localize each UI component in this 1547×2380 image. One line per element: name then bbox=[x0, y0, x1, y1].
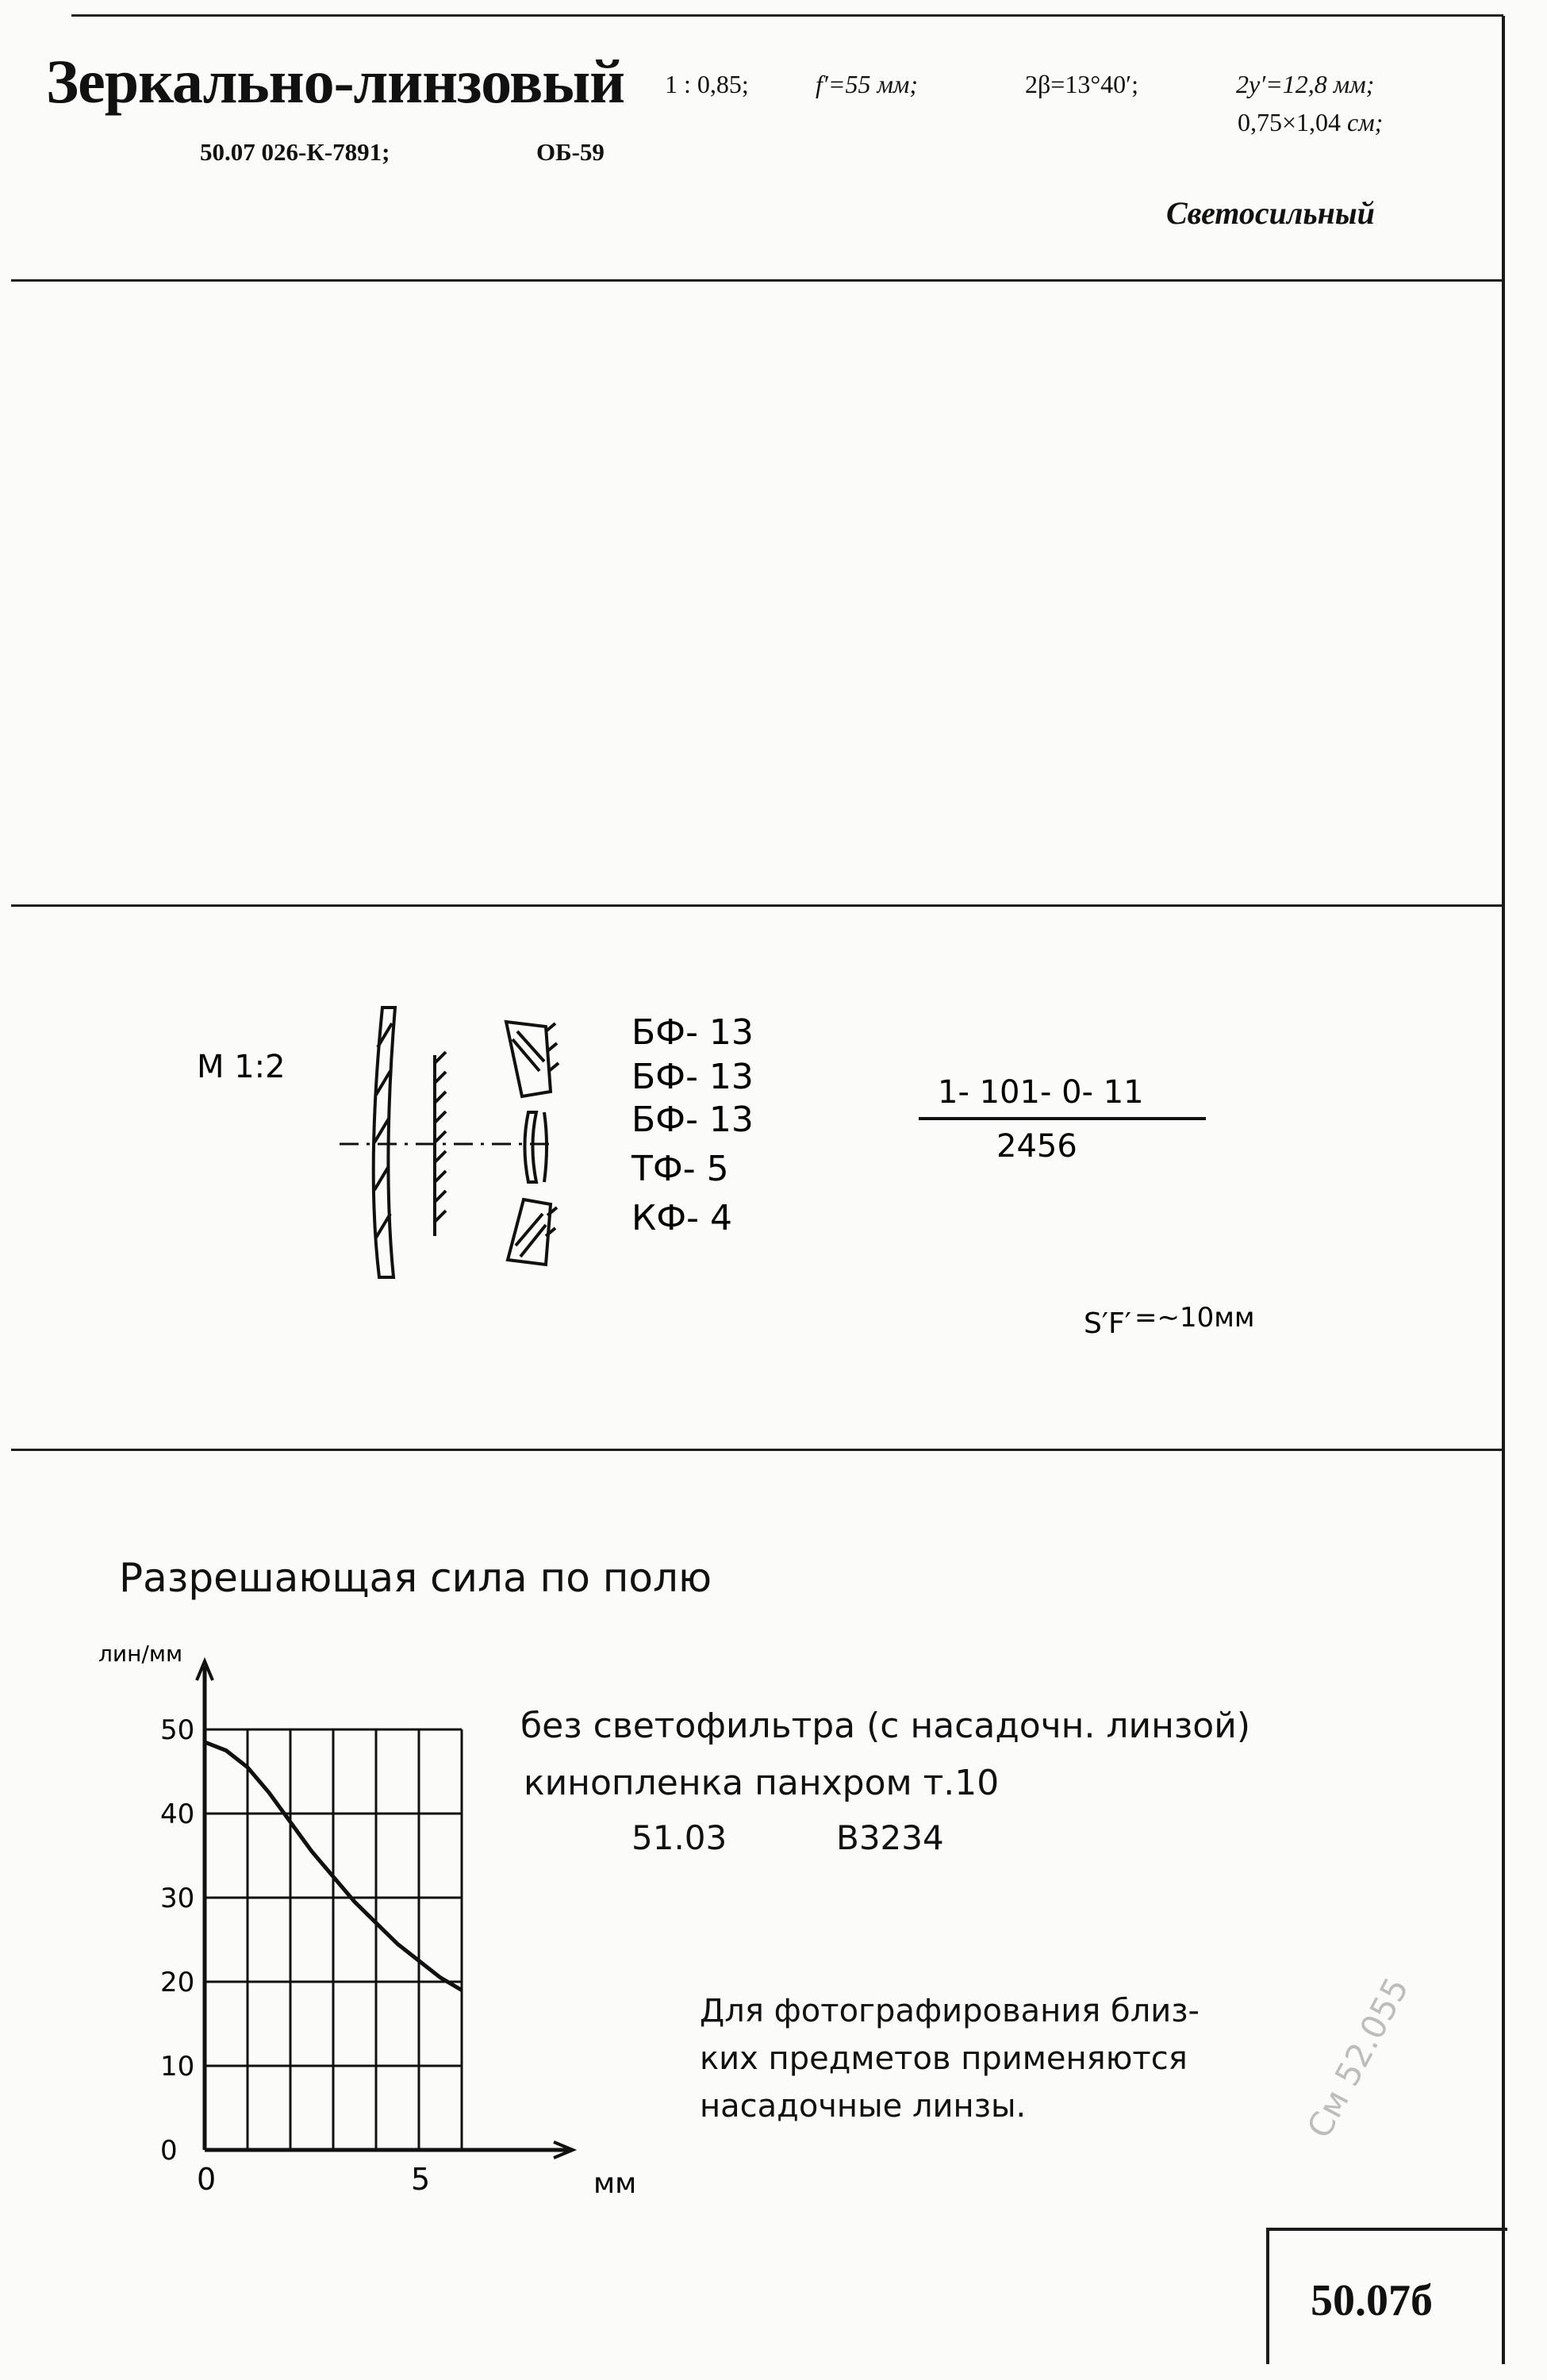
catalog-number: 50.07 026-К-7891; bbox=[200, 138, 390, 166]
note-line-1: Для фотографирования близ- bbox=[700, 1993, 1200, 2029]
focal-length: f′=55 мм; bbox=[816, 70, 918, 98]
chart-axes bbox=[197, 1661, 573, 2158]
y-tick-label: 40 bbox=[160, 1798, 195, 1830]
film-type: кинопленка панхром т.10 bbox=[524, 1763, 1000, 1803]
field-angle: 2β=13°40′; bbox=[1025, 70, 1139, 98]
rear-lens-group bbox=[506, 1022, 559, 1265]
y-tick-label: 30 bbox=[160, 1883, 195, 1914]
back-focus-label: S′F′ bbox=[1084, 1307, 1131, 1340]
corrector-lens bbox=[374, 1008, 395, 1277]
right-border bbox=[1502, 16, 1505, 2364]
chart-ticks bbox=[160, 1714, 430, 2197]
x-axis-label: мм bbox=[593, 2167, 637, 2200]
lens-category: Светосильный bbox=[1166, 195, 1375, 231]
glass-5: КФ- 4 bbox=[631, 1198, 732, 1238]
y-tick-label: 0 bbox=[160, 2135, 178, 2167]
glass-1: БФ- 13 bbox=[631, 1012, 754, 1053]
test-date: 51.03 bbox=[631, 1818, 727, 1857]
top-border bbox=[71, 14, 1503, 17]
resolution-chart bbox=[95, 1634, 637, 2205]
divider-header bbox=[11, 279, 1503, 282]
y-axis-label: лин/мм bbox=[98, 1641, 183, 1667]
sheet-number-box bbox=[1266, 2228, 1507, 2364]
aperture-ratio: 1 : 0,85; bbox=[665, 70, 749, 98]
y-tick-label: 10 bbox=[160, 2051, 195, 2082]
glass-3: БФ- 13 bbox=[631, 1100, 754, 1140]
y-tick-label: 50 bbox=[160, 1714, 195, 1746]
test-condition: без светофильтра (с насадочн. линзой) bbox=[520, 1706, 1250, 1746]
formula-denominator: 2456 bbox=[996, 1128, 1077, 1165]
image-diagonal: 2y′=12,8 мм; bbox=[1236, 70, 1375, 98]
y-tick-label: 20 bbox=[160, 1967, 195, 1998]
chart-grid bbox=[205, 1729, 462, 2150]
divider-chart bbox=[11, 1449, 1503, 1451]
frame-size: 0,75×1,04 см; bbox=[1238, 108, 1384, 136]
x-tick-label: 5 bbox=[411, 2162, 431, 2197]
lens-type-title: Зеркально-линзовый bbox=[46, 47, 625, 116]
scale-label: М 1:2 bbox=[197, 1049, 286, 1085]
resolution-title: Разрешающая сила по полю bbox=[119, 1555, 712, 1601]
x-tick-label: 0 bbox=[197, 2162, 217, 2197]
formula-numerator: 1- 101- 0- 11 bbox=[938, 1074, 1144, 1111]
test-code: В3234 bbox=[836, 1818, 944, 1857]
back-focus-value: =∼10мм bbox=[1134, 1302, 1255, 1334]
note-line-2: ких предметов применяются bbox=[700, 2040, 1188, 2077]
glass-2: БФ- 13 bbox=[631, 1057, 754, 1097]
note-line-3: насадочные линзы. bbox=[700, 2088, 1027, 2125]
sheet-number: 50.07б bbox=[1311, 2276, 1433, 2325]
lens-model: ОБ-59 bbox=[536, 138, 605, 166]
glass-4: ТФ- 5 bbox=[631, 1149, 729, 1189]
pencil-note: См 52.055 bbox=[1299, 1971, 1417, 2145]
optical-scheme bbox=[0, 904, 1499, 1449]
